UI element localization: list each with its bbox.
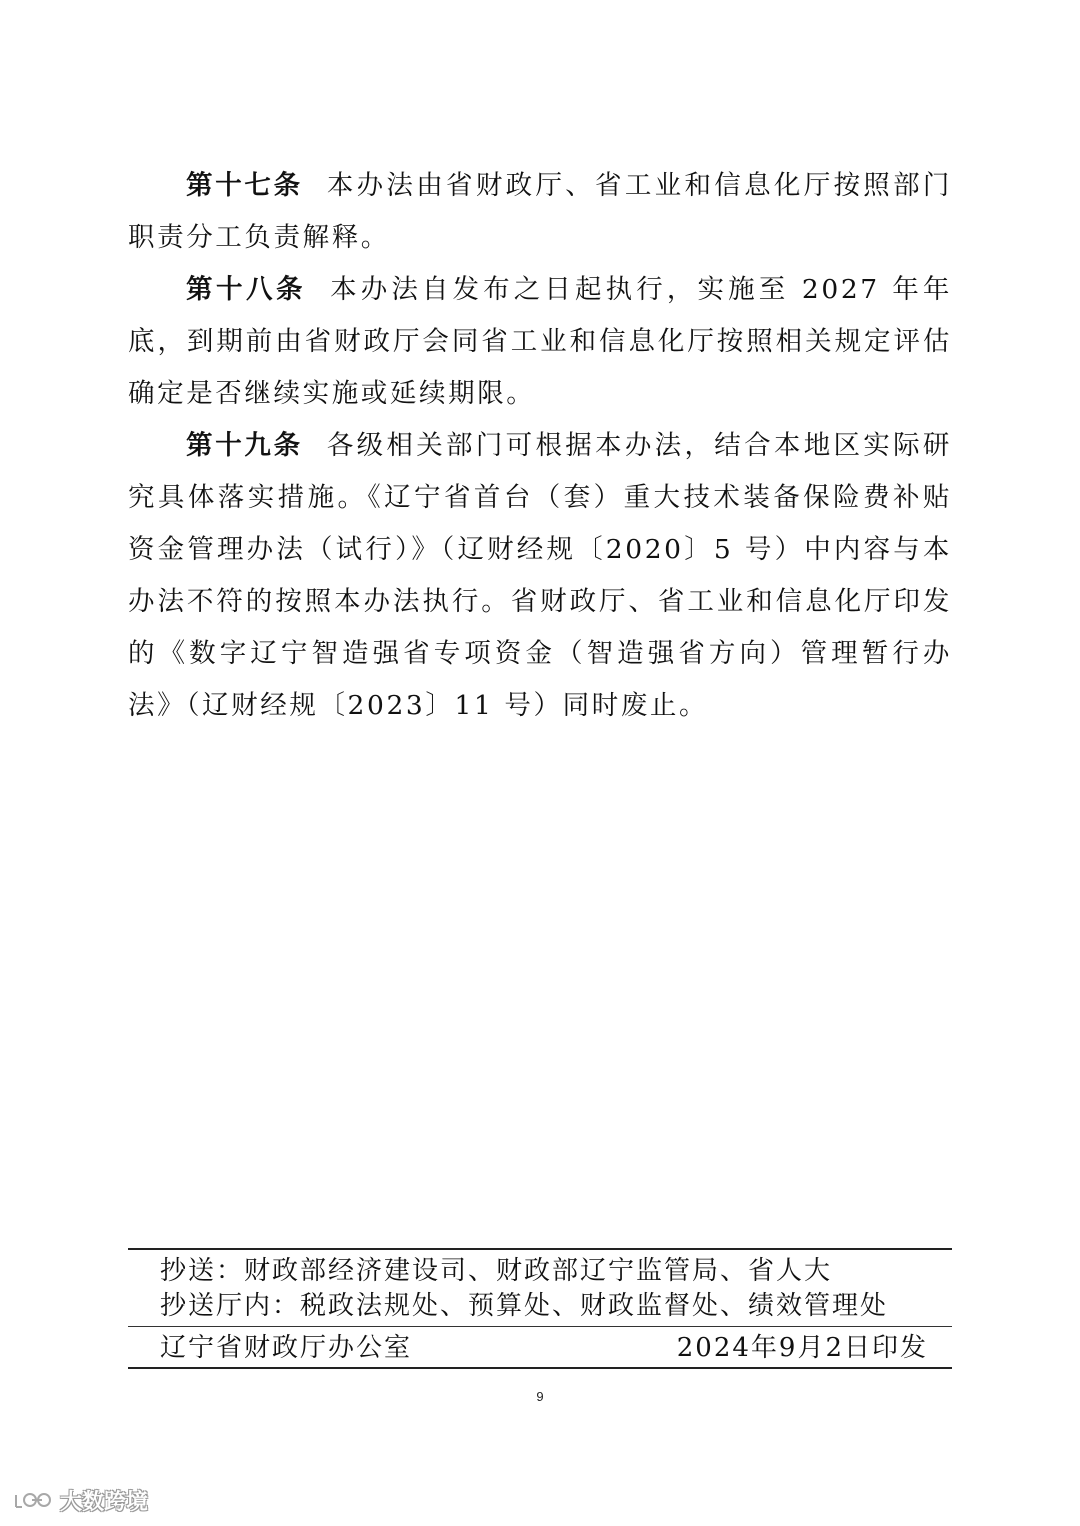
article-18-heading: 第十八条 [186, 274, 307, 305]
watermark [12, 1485, 148, 1515]
logo-mark-icon [12, 1487, 56, 1513]
article-18 [128, 264, 952, 420]
cc-line-external: 抄送：财政部经济建设司、财政部辽宁监管局、省人大 [160, 1256, 833, 1286]
cc-line-internal: 抄送厅内：税政法规处、预算处、财政监督处、绩效管理处 [160, 1291, 889, 1321]
footer-bottom-rule [128, 1367, 952, 1369]
article-17-heading: 第十七条 [186, 170, 303, 201]
page-number: 9 [536, 1389, 544, 1404]
article-19 [128, 420, 952, 732]
article-17 [128, 160, 952, 264]
issuing-office: 辽宁省财政厅办公室 [160, 1333, 413, 1363]
footer-top-rule [128, 1248, 952, 1250]
article-19-heading: 第十九条 [186, 430, 303, 461]
article-18-body: 本办法自发布之日起执行，实施至 2027 年年底，到期前由省财政厅会同省工业和信息化厅按照相关规定评估确定是否继续实施或延续期限。 [128, 274, 952, 409]
article-17-body: 本办法由省财政厅、省工业和信息化厅按照部门职责分工负责解释。 [128, 170, 953, 253]
issue-date: 2024年9月2日印发 [676, 1333, 928, 1363]
footer-middle-rule [128, 1326, 952, 1327]
article-19-body: 各级相关部门可根据本办法，结合本地区实际研究具体落实措施。《辽宁省首台（套）重大技术装备保险费补贴资金管理办法（试行）》（辽财经规〔2020〕5 号）中内容与本办法不符的按照本办法执行。省财政厅、省工业和信息化厅印发的《数字辽宁智造强省专项资金（智造强省方向）管理暂行办法》（辽财经规〔2023〕11 号）同时废止。 [128, 430, 953, 721]
watermark-text: 大数跨境 [60, 1489, 149, 1515]
